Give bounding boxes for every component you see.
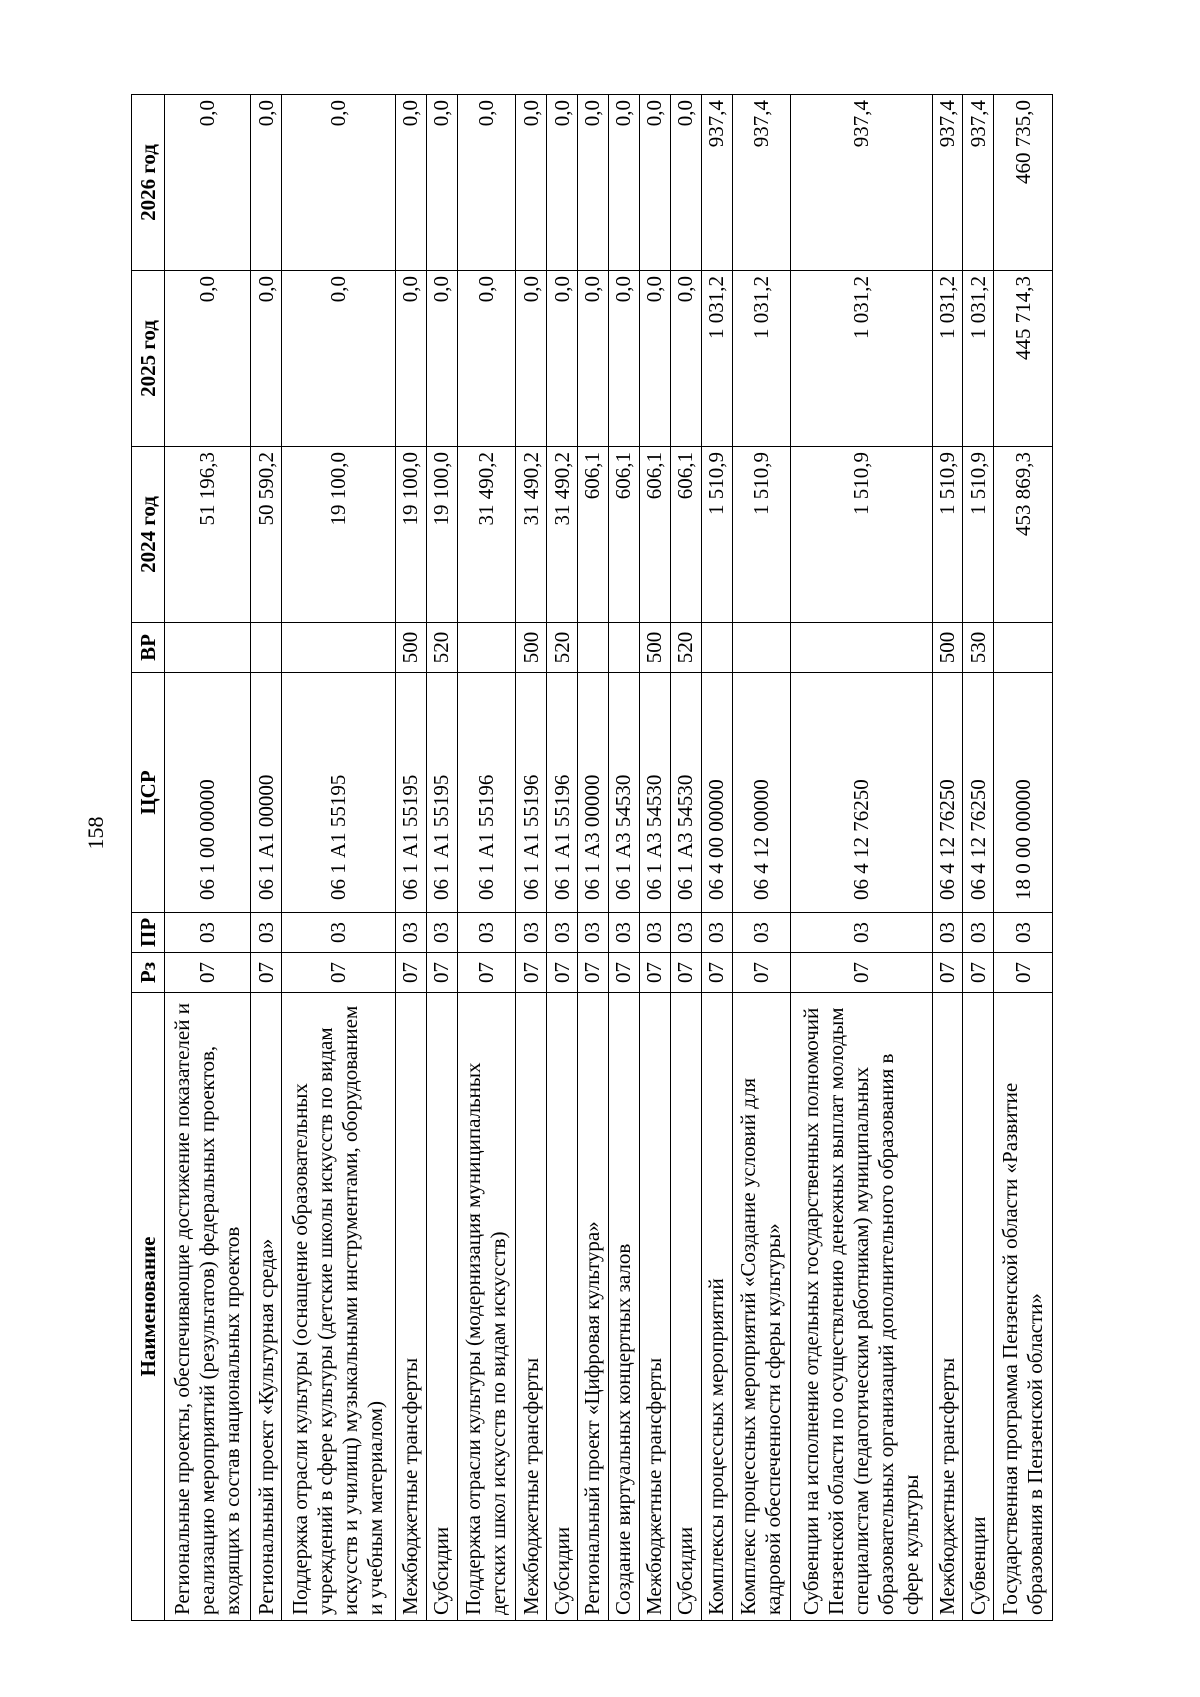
cell-csr: 06 4 12 76250 [932, 673, 963, 913]
cell-2024: 1 510,9 [732, 447, 791, 623]
cell-2026: 0,0 [547, 95, 578, 271]
cell-csr: 06 1 А1 55196 [547, 673, 578, 913]
cell-name: Региональный проект «Цифровая культура» [578, 993, 609, 1621]
cell-2025: 0,0 [165, 271, 251, 447]
cell-2025: 445 714,3 [994, 271, 1053, 447]
cell-pr: 03 [547, 913, 578, 953]
cell-2026: 937,4 [732, 95, 791, 271]
cell-name: Межбюджетные трансферты [932, 993, 963, 1621]
cell-2025: 0,0 [578, 271, 609, 447]
cell-rz: 07 [701, 953, 732, 993]
cell-pr: 03 [701, 913, 732, 953]
cell-rz: 07 [578, 953, 609, 993]
cell-2024: 19 100,0 [282, 447, 396, 623]
cell-2024: 31 490,2 [516, 447, 547, 623]
cell-name: Комплекс процессных мероприятий «Создание условий для кадровой обеспеченности сферы культуры» [732, 993, 791, 1621]
rotated-table-container [131, 95, 1053, 1621]
header-2024: 2024 год [132, 447, 165, 623]
cell-rz: 07 [547, 953, 578, 993]
table-row [516, 95, 547, 1621]
cell-vr [165, 623, 251, 673]
table-row [963, 95, 994, 1621]
cell-rz: 07 [608, 953, 639, 993]
cell-2026: 937,4 [701, 95, 732, 271]
header-rz: Рз [132, 953, 165, 993]
cell-name: Государственная программа Пензенской области «Развитие образования в Пензенской области» [994, 993, 1053, 1621]
header-pr: ПР [132, 913, 165, 953]
cell-rz: 07 [457, 953, 516, 993]
cell-vr [994, 623, 1053, 673]
cell-rz: 07 [791, 953, 932, 993]
cell-2024: 31 490,2 [457, 447, 516, 623]
cell-2025: 0,0 [516, 271, 547, 447]
cell-2025: 0,0 [251, 271, 282, 447]
cell-pr: 03 [932, 913, 963, 953]
table-row [165, 95, 251, 1621]
cell-2024: 19 100,0 [395, 447, 426, 623]
cell-pr: 03 [251, 913, 282, 953]
cell-csr: 06 1 А1 55195 [282, 673, 396, 913]
header-2025: 2025 год [132, 271, 165, 447]
cell-csr: 06 4 00 00000 [701, 673, 732, 913]
cell-2025: 0,0 [639, 271, 670, 447]
cell-csr: 18 0 00 00000 [994, 673, 1053, 913]
cell-csr: 06 1 А1 55195 [395, 673, 426, 913]
cell-name: Субсидии [426, 993, 457, 1621]
cell-name: Межбюджетные трансферты [639, 993, 670, 1621]
cell-2026: 937,4 [963, 95, 994, 271]
cell-pr: 03 [608, 913, 639, 953]
cell-csr: 06 1 А3 00000 [578, 673, 609, 913]
cell-vr [608, 623, 639, 673]
cell-rz: 07 [932, 953, 963, 993]
cell-rz: 07 [994, 953, 1053, 993]
cell-2025: 1 031,2 [732, 271, 791, 447]
cell-rz: 07 [282, 953, 396, 993]
cell-2024: 606,1 [608, 447, 639, 623]
cell-csr: 06 4 12 76250 [963, 673, 994, 913]
cell-2025: 0,0 [670, 271, 701, 447]
cell-2026: 0,0 [639, 95, 670, 271]
header-2026: 2026 год [132, 95, 165, 271]
table-row [670, 95, 701, 1621]
cell-name: Создание виртуальных концертных залов [608, 993, 639, 1621]
cell-rz: 07 [516, 953, 547, 993]
cell-rz: 07 [395, 953, 426, 993]
cell-2025: 0,0 [395, 271, 426, 447]
cell-csr: 06 4 12 76250 [791, 673, 932, 913]
table-row [251, 95, 282, 1621]
cell-pr: 03 [994, 913, 1053, 953]
table-row [395, 95, 426, 1621]
cell-vr [732, 623, 791, 673]
cell-vr: 520 [426, 623, 457, 673]
cell-2025: 0,0 [608, 271, 639, 447]
cell-2026: 0,0 [251, 95, 282, 271]
table-row [578, 95, 609, 1621]
table-row [932, 95, 963, 1621]
cell-2026: 0,0 [426, 95, 457, 271]
cell-csr: 06 1 А3 54530 [608, 673, 639, 913]
cell-2024: 1 510,9 [932, 447, 963, 623]
cell-2025: 0,0 [426, 271, 457, 447]
cell-pr: 03 [639, 913, 670, 953]
cell-2024: 1 510,9 [701, 447, 732, 623]
cell-2026: 0,0 [608, 95, 639, 271]
table-row [426, 95, 457, 1621]
cell-csr: 06 1 А3 54530 [670, 673, 701, 913]
cell-pr: 03 [426, 913, 457, 953]
cell-rz: 07 [963, 953, 994, 993]
table-row [547, 95, 578, 1621]
cell-pr: 03 [791, 913, 932, 953]
cell-2024: 1 510,9 [791, 447, 932, 623]
cell-2026: 937,4 [932, 95, 963, 271]
cell-csr: 06 4 12 00000 [732, 673, 791, 913]
cell-vr [251, 623, 282, 673]
table-row [639, 95, 670, 1621]
cell-pr: 03 [395, 913, 426, 953]
cell-name: Межбюджетные трансферты [516, 993, 547, 1621]
cell-name: Поддержка отрасли культуры (модернизация муниципальных детских школ искусств по видам искусств) [457, 993, 516, 1621]
cell-vr: 500 [932, 623, 963, 673]
header-vr: ВР [132, 623, 165, 673]
table-row [282, 95, 396, 1621]
cell-pr: 03 [516, 913, 547, 953]
cell-2026: 0,0 [578, 95, 609, 271]
table-row [608, 95, 639, 1621]
cell-2026: 0,0 [282, 95, 396, 271]
cell-2025: 1 031,2 [791, 271, 932, 447]
table-row [457, 95, 516, 1621]
cell-csr: 06 1 00 00000 [165, 673, 251, 913]
header-name: Наименование [132, 993, 165, 1621]
cell-vr: 500 [516, 623, 547, 673]
table-row [994, 95, 1053, 1621]
cell-name: Комплексы процессных мероприятий [701, 993, 732, 1621]
cell-vr [578, 623, 609, 673]
cell-2026: 0,0 [516, 95, 547, 271]
cell-2024: 453 869,3 [994, 447, 1053, 623]
cell-vr: 530 [963, 623, 994, 673]
cell-2024: 606,1 [670, 447, 701, 623]
cell-2024: 31 490,2 [547, 447, 578, 623]
cell-2024: 606,1 [578, 447, 609, 623]
cell-name: Субвенции [963, 993, 994, 1621]
cell-2025: 1 031,2 [963, 271, 994, 447]
cell-csr: 06 1 А1 55196 [516, 673, 547, 913]
cell-vr [457, 623, 516, 673]
cell-csr: 06 1 А1 55196 [457, 673, 516, 913]
cell-vr: 520 [547, 623, 578, 673]
cell-2026: 0,0 [165, 95, 251, 271]
cell-pr: 03 [732, 913, 791, 953]
cell-csr: 06 1 А3 54530 [639, 673, 670, 913]
cell-rz: 07 [670, 953, 701, 993]
cell-rz: 07 [251, 953, 282, 993]
cell-pr: 03 [457, 913, 516, 953]
cell-2024: 1 510,9 [963, 447, 994, 623]
cell-vr [791, 623, 932, 673]
cell-pr: 03 [578, 913, 609, 953]
table-row [732, 95, 791, 1621]
cell-2026: 0,0 [395, 95, 426, 271]
cell-name: Региональный проект «Культурная среда» [251, 993, 282, 1621]
header-row [132, 95, 165, 1621]
cell-2026: 460 735,0 [994, 95, 1053, 271]
cell-vr: 500 [639, 623, 670, 673]
cell-2026: 0,0 [457, 95, 516, 271]
cell-name: Субвенции на исполнение отдельных государственных полномочий Пензенской области по осуществлению денежных выплат молодым специалистам (педагогическим работникам) муниципальных образовательных организаций дополнительного образования в сфере культуры [791, 993, 932, 1621]
cell-pr: 03 [963, 913, 994, 953]
cell-2025: 1 031,2 [701, 271, 732, 447]
page-number: 158 [83, 816, 108, 850]
cell-2025: 0,0 [457, 271, 516, 447]
table-row [791, 95, 932, 1621]
cell-pr: 03 [165, 913, 251, 953]
cell-vr [282, 623, 396, 673]
cell-2026: 937,4 [791, 95, 932, 271]
cell-rz: 07 [165, 953, 251, 993]
cell-vr [701, 623, 732, 673]
cell-rz: 07 [639, 953, 670, 993]
cell-pr: 03 [282, 913, 396, 953]
cell-2025: 0,0 [282, 271, 396, 447]
header-csr: ЦСР [132, 673, 165, 913]
cell-2026: 0,0 [670, 95, 701, 271]
cell-rz: 07 [426, 953, 457, 993]
cell-name: Субсидии [547, 993, 578, 1621]
cell-2024: 50 590,2 [251, 447, 282, 623]
cell-name: Поддержка отрасли культуры (оснащение образовательных учреждений в сфере культуры (детские школы искусств по видам искусств и училищ) музыкальными инструментами, оборудованием и учебным материалом) [282, 993, 396, 1621]
cell-name: Субсидии [670, 993, 701, 1621]
cell-csr: 06 1 А1 55195 [426, 673, 457, 913]
cell-pr: 03 [670, 913, 701, 953]
cell-2024: 19 100,0 [426, 447, 457, 623]
cell-vr: 500 [395, 623, 426, 673]
cell-2024: 606,1 [639, 447, 670, 623]
budget-table [131, 94, 1053, 1621]
cell-2024: 51 196,3 [165, 447, 251, 623]
cell-2025: 0,0 [547, 271, 578, 447]
cell-rz: 07 [732, 953, 791, 993]
cell-name: Региональные проекты, обеспечивающие достижение показателей и реализацию мероприятий (результатов) федеральных проектов, входящих в состав национальных проектов [165, 993, 251, 1621]
cell-csr: 06 1 А1 00000 [251, 673, 282, 913]
cell-vr: 520 [670, 623, 701, 673]
cell-name: Межбюджетные трансферты [395, 993, 426, 1621]
cell-2025: 1 031,2 [932, 271, 963, 447]
table-row [701, 95, 732, 1621]
